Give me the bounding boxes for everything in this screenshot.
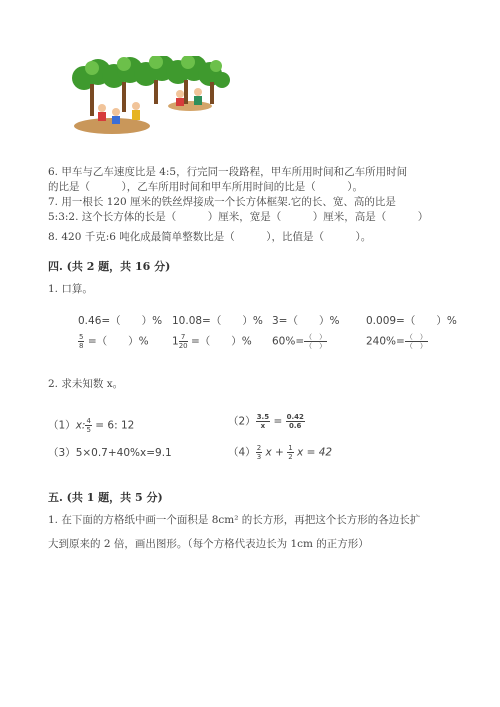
- calc-item: 0.46=（ ）%: [78, 315, 163, 327]
- question-7-line-2: 5:3:2. 这个长方体的长是（ ）厘米，宽是（ ）厘米，高是（ ）: [48, 211, 429, 223]
- equation-2: （2） $\frac{3.5}{x}$ = $\frac{0.42}{0.6}$: [228, 413, 304, 430]
- question-6-line-2: 的比是（ ），乙车所用时间和甲车所用时间的比是（ ）。: [48, 181, 363, 193]
- equation-1: （1）x: $\frac{4}{5}$ = 6: 12: [48, 417, 135, 434]
- section-5-q1-line-2: 大到原来的 2 倍，画出图形。（每个方格代表边长为 1cm 的正方形）: [48, 538, 369, 550]
- section-4-q1-title: 1. 口算。: [48, 283, 93, 295]
- calc-item: 60%= $\frac{( )}{( )}$: [272, 333, 327, 350]
- question-6-line-1: 6. 甲车与乙车速度比是 4:5，行完同一段路程，甲车所用时间和乙车所用时间: [48, 166, 408, 178]
- calc-item: 10.08=（ ）%: [172, 315, 263, 327]
- section-4-q2-title: 2. 求未知数 x。: [48, 378, 124, 390]
- calc-item: $\frac{5}{8}$ =（ ）%: [79, 333, 149, 350]
- tree-planting-illustration: [72, 56, 230, 136]
- equation-3: （3）5×0.7+40%x=9.1: [48, 447, 172, 459]
- calc-item: 0.009=（ ）%: [366, 315, 457, 327]
- section-5-heading: 五. (共 1 题，共 5 分): [48, 491, 163, 504]
- question-8: 8. 420 千克:6 吨化成最简单整数比是（ ），比值是（ ）。: [48, 231, 372, 243]
- calc-item: 1 $\frac{7}{20}$ =（ ）%: [172, 333, 252, 350]
- section-4-heading: 四. (共 2 题，共 16 分): [48, 260, 171, 273]
- question-7-line-1: 7. 用一根长 120 厘米的铁丝焊接成一个长方体框架.它的长、宽、高的比是: [48, 196, 396, 208]
- section-5-q1-line-1: 1. 在下面的方格纸中画一个面积是 8cm² 的长方形，再把这个长方形的各边长扩: [48, 514, 421, 526]
- equation-4: （4） $\frac{2}{3}$ x + $\frac{1}{2}$ x = 42: [228, 444, 333, 461]
- calc-item: 240%= $\frac{( )}{( )}$: [366, 333, 427, 350]
- calc-item: 3=（ ）%: [272, 315, 340, 327]
